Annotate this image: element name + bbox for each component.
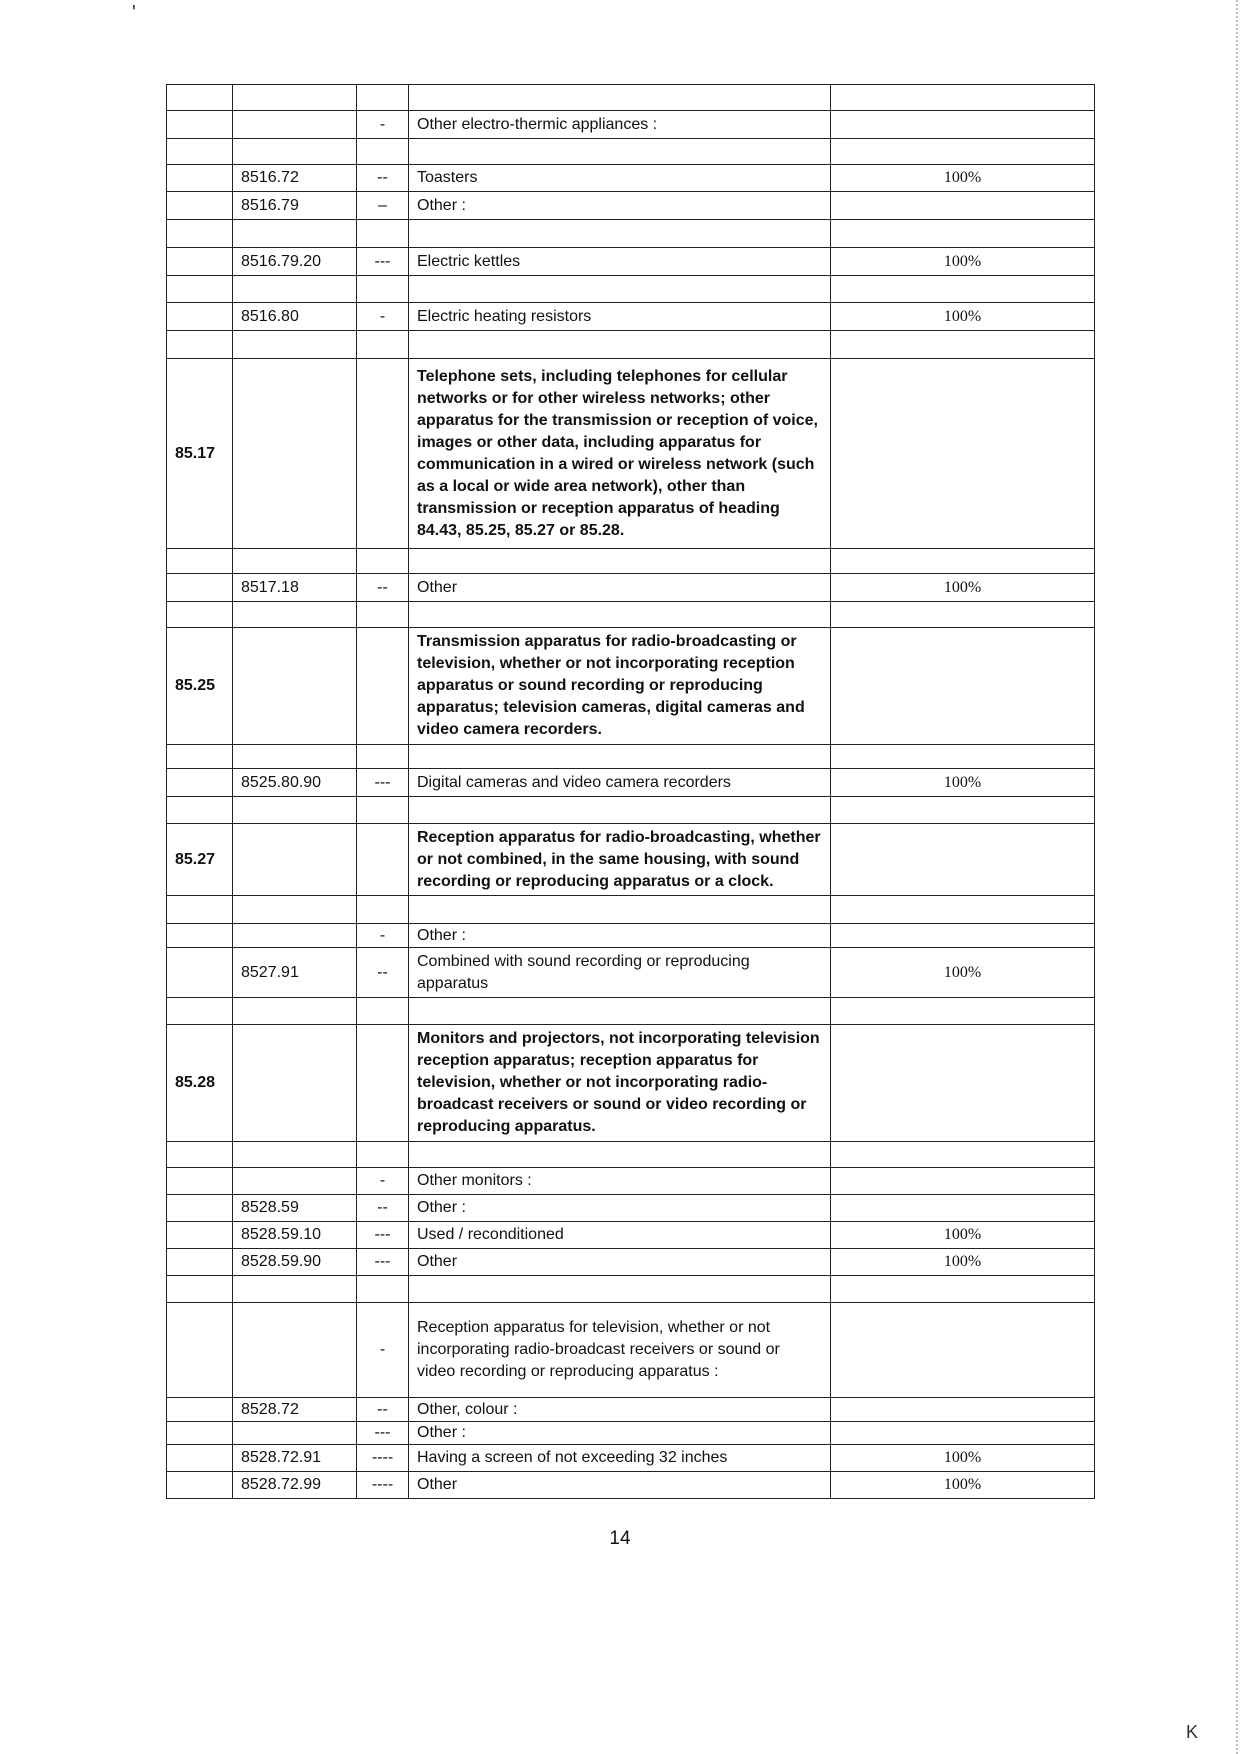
description-cell: Monitors and projectors, not incorporating television reception apparatus; reception apparatus for television, whether or not incorporating radio-broadcast receivers or sound or video recording or reproducing apparatus. bbox=[409, 1025, 831, 1142]
table-row bbox=[167, 824, 1095, 896]
rate-cell bbox=[831, 745, 1095, 769]
code-cell: 8528.72 bbox=[233, 1398, 357, 1422]
description-cell: Toasters bbox=[409, 165, 831, 192]
heading-cell: 85.27 bbox=[167, 824, 233, 896]
description-cell bbox=[409, 549, 831, 574]
rate-cell bbox=[831, 276, 1095, 303]
description-cell bbox=[409, 276, 831, 303]
heading-cell bbox=[167, 165, 233, 192]
dash-cell bbox=[357, 549, 409, 574]
dash-cell: - bbox=[357, 1168, 409, 1195]
spacer-row bbox=[167, 1142, 1095, 1168]
rate-cell: 100% bbox=[831, 303, 1095, 331]
spacer-row bbox=[167, 998, 1095, 1025]
dash-cell bbox=[357, 824, 409, 896]
code-cell: 8528.59 bbox=[233, 1195, 357, 1222]
rate-cell: 100% bbox=[831, 1249, 1095, 1276]
code-cell: 8517.18 bbox=[233, 574, 357, 602]
rate-cell: 100% bbox=[831, 574, 1095, 602]
code-cell bbox=[233, 111, 357, 139]
spacer-row bbox=[167, 797, 1095, 824]
rate-cell bbox=[831, 1025, 1095, 1142]
code-cell: 8516.79 bbox=[233, 192, 357, 220]
description-cell: Having a screen of not exceeding 32 inches bbox=[409, 1445, 831, 1472]
description-cell bbox=[409, 1142, 831, 1168]
heading-cell bbox=[167, 797, 233, 824]
rate-cell bbox=[831, 331, 1095, 359]
dash-cell bbox=[357, 1025, 409, 1142]
dash-cell: ---- bbox=[357, 1472, 409, 1499]
description-cell bbox=[409, 896, 831, 924]
dash-cell bbox=[357, 85, 409, 111]
heading-cell bbox=[167, 1249, 233, 1276]
description-cell bbox=[409, 998, 831, 1025]
dash-cell: -- bbox=[357, 574, 409, 602]
rate-cell bbox=[831, 139, 1095, 165]
tariff-table-body bbox=[167, 85, 1095, 1499]
heading-cell bbox=[167, 1168, 233, 1195]
dash-cell bbox=[357, 139, 409, 165]
table-row bbox=[167, 1422, 1095, 1445]
table-row bbox=[167, 924, 1095, 948]
heading-cell bbox=[167, 1422, 233, 1445]
rate-cell bbox=[831, 1422, 1095, 1445]
rate-cell bbox=[831, 1303, 1095, 1398]
rate-cell bbox=[831, 924, 1095, 948]
heading-cell bbox=[167, 896, 233, 924]
description-cell: Other : bbox=[409, 1422, 831, 1445]
table-row bbox=[167, 1249, 1095, 1276]
code-cell bbox=[233, 1276, 357, 1303]
dash-cell: -- bbox=[357, 948, 409, 998]
rate-cell bbox=[831, 896, 1095, 924]
description-cell: Other monitors : bbox=[409, 1168, 831, 1195]
spacer-row bbox=[167, 139, 1095, 165]
code-cell bbox=[233, 824, 357, 896]
code-cell: 8528.59.90 bbox=[233, 1249, 357, 1276]
table-row bbox=[167, 1025, 1095, 1142]
dash-cell: -- bbox=[357, 1398, 409, 1422]
rate-cell: 100% bbox=[831, 1445, 1095, 1472]
table-row bbox=[167, 192, 1095, 220]
heading-cell bbox=[167, 111, 233, 139]
dash-cell: - bbox=[357, 111, 409, 139]
heading-cell bbox=[167, 948, 233, 998]
dash-cell bbox=[357, 602, 409, 628]
heading-cell bbox=[167, 1445, 233, 1472]
table-row bbox=[167, 359, 1095, 549]
dash-cell: --- bbox=[357, 1249, 409, 1276]
description-cell: Used / reconditioned bbox=[409, 1222, 831, 1249]
table-row bbox=[167, 303, 1095, 331]
table-row bbox=[167, 1472, 1095, 1499]
rate-cell: 100% bbox=[831, 248, 1095, 276]
rate-cell bbox=[831, 1276, 1095, 1303]
code-cell bbox=[233, 1025, 357, 1142]
table-row bbox=[167, 769, 1095, 797]
rate-cell bbox=[831, 111, 1095, 139]
tariff-table bbox=[166, 84, 1095, 1499]
description-cell bbox=[409, 220, 831, 248]
description-cell: Other bbox=[409, 574, 831, 602]
heading-cell bbox=[167, 998, 233, 1025]
description-cell bbox=[409, 85, 831, 111]
table-row bbox=[167, 111, 1095, 139]
dash-cell bbox=[357, 628, 409, 745]
rate-cell bbox=[831, 192, 1095, 220]
rate-cell: 100% bbox=[831, 769, 1095, 797]
dash-cell bbox=[357, 331, 409, 359]
rate-cell bbox=[831, 1195, 1095, 1222]
dash-cell bbox=[357, 745, 409, 769]
rate-cell bbox=[831, 797, 1095, 824]
description-cell: Other : bbox=[409, 924, 831, 948]
dash-cell: - bbox=[357, 924, 409, 948]
dash-cell: --- bbox=[357, 248, 409, 276]
table-row bbox=[167, 948, 1095, 998]
spacer-row bbox=[167, 85, 1095, 111]
code-cell bbox=[233, 998, 357, 1025]
description-cell bbox=[409, 1276, 831, 1303]
description-cell: Other electro-thermic appliances : bbox=[409, 111, 831, 139]
dash-cell: --- bbox=[357, 769, 409, 797]
heading-cell bbox=[167, 276, 233, 303]
code-cell: 8525.80.90 bbox=[233, 769, 357, 797]
spacer-row bbox=[167, 331, 1095, 359]
code-cell bbox=[233, 331, 357, 359]
rate-cell bbox=[831, 998, 1095, 1025]
table-row bbox=[167, 248, 1095, 276]
rate-cell bbox=[831, 85, 1095, 111]
dash-cell bbox=[357, 276, 409, 303]
heading-cell bbox=[167, 303, 233, 331]
code-cell bbox=[233, 628, 357, 745]
description-cell bbox=[409, 331, 831, 359]
heading-cell: 85.17 bbox=[167, 359, 233, 549]
heading-cell bbox=[167, 248, 233, 276]
code-cell bbox=[233, 602, 357, 628]
rate-cell: 100% bbox=[831, 165, 1095, 192]
description-cell: Other : bbox=[409, 192, 831, 220]
code-cell: 8528.59.10 bbox=[233, 1222, 357, 1249]
code-cell: 8528.72.91 bbox=[233, 1445, 357, 1472]
table-row bbox=[167, 574, 1095, 602]
heading-cell bbox=[167, 1276, 233, 1303]
description-cell: Other bbox=[409, 1249, 831, 1276]
heading-cell bbox=[167, 745, 233, 769]
dash-cell bbox=[357, 220, 409, 248]
code-cell: 8528.72.99 bbox=[233, 1472, 357, 1499]
description-cell: Combined with sound recording or reproducing apparatus bbox=[409, 948, 831, 998]
rate-cell bbox=[831, 220, 1095, 248]
dash-cell: - bbox=[357, 303, 409, 331]
code-cell bbox=[233, 220, 357, 248]
heading-cell bbox=[167, 1222, 233, 1249]
description-cell: Telephone sets, including telephones for cellular networks or for other wireless networks; other apparatus for the transmission or reception of voice, images or other data, including apparatus for communication in a wired or wireless network (such as a local or wide area network), other than transmission or reception apparatus of heading 84.43, 85.25, 85.27 or 85.28. bbox=[409, 359, 831, 549]
heading-cell: 85.28 bbox=[167, 1025, 233, 1142]
heading-cell bbox=[167, 1472, 233, 1499]
code-cell bbox=[233, 896, 357, 924]
table-row bbox=[167, 1398, 1095, 1422]
heading-cell bbox=[167, 85, 233, 111]
description-cell bbox=[409, 797, 831, 824]
dash-cell: - bbox=[357, 1303, 409, 1398]
description-cell: Reception apparatus for television, whether or not incorporating radio-broadcast receivers or sound or video recording or reproducing apparatus : bbox=[409, 1303, 831, 1398]
spacer-row bbox=[167, 745, 1095, 769]
table-row bbox=[167, 1445, 1095, 1472]
heading-cell bbox=[167, 1195, 233, 1222]
heading-cell bbox=[167, 331, 233, 359]
dash-cell bbox=[357, 998, 409, 1025]
code-cell bbox=[233, 85, 357, 111]
dash-cell: -- bbox=[357, 165, 409, 192]
dash-cell: -- bbox=[357, 1195, 409, 1222]
corner-mark: K bbox=[1186, 1722, 1199, 1742]
spacer-row bbox=[167, 276, 1095, 303]
description-cell bbox=[409, 602, 831, 628]
heading-cell bbox=[167, 602, 233, 628]
table-row bbox=[167, 1195, 1095, 1222]
description-cell bbox=[409, 745, 831, 769]
description-cell: Reception apparatus for radio-broadcasting, whether or not combined, in the same housing, with sound recording or reproducing apparatus or a clock. bbox=[409, 824, 831, 896]
code-cell bbox=[233, 139, 357, 165]
dash-cell bbox=[357, 896, 409, 924]
heading-cell: 85.25 bbox=[167, 628, 233, 745]
heading-cell bbox=[167, 549, 233, 574]
dash-cell: ---- bbox=[357, 1445, 409, 1472]
heading-cell bbox=[167, 220, 233, 248]
rate-cell bbox=[831, 602, 1095, 628]
code-cell: 8516.80 bbox=[233, 303, 357, 331]
code-cell: 8516.72 bbox=[233, 165, 357, 192]
table-row bbox=[167, 1303, 1095, 1398]
description-cell: Other bbox=[409, 1472, 831, 1499]
rate-cell bbox=[831, 1142, 1095, 1168]
description-cell: Other, colour : bbox=[409, 1398, 831, 1422]
rate-cell bbox=[831, 628, 1095, 745]
spacer-row bbox=[167, 602, 1095, 628]
rate-cell bbox=[831, 1398, 1095, 1422]
dash-cell bbox=[357, 797, 409, 824]
code-cell bbox=[233, 1303, 357, 1398]
dash-cell bbox=[357, 1276, 409, 1303]
code-cell bbox=[233, 1142, 357, 1168]
table-row bbox=[167, 628, 1095, 745]
code-cell bbox=[233, 745, 357, 769]
code-cell: 8516.79.20 bbox=[233, 248, 357, 276]
description-cell: Digital cameras and video camera recorders bbox=[409, 769, 831, 797]
code-cell bbox=[233, 1168, 357, 1195]
table-row bbox=[167, 165, 1095, 192]
table-row bbox=[167, 1222, 1095, 1249]
heading-cell bbox=[167, 192, 233, 220]
scan-speck: ' bbox=[132, 2, 136, 24]
heading-cell bbox=[167, 769, 233, 797]
spacer-row bbox=[167, 549, 1095, 574]
description-cell: Electric heating resistors bbox=[409, 303, 831, 331]
heading-cell bbox=[167, 924, 233, 948]
code-cell: 8527.91 bbox=[233, 948, 357, 998]
rate-cell bbox=[831, 359, 1095, 549]
code-cell bbox=[233, 549, 357, 574]
description-cell: Other : bbox=[409, 1195, 831, 1222]
heading-cell bbox=[167, 1398, 233, 1422]
description-cell: Transmission apparatus for radio-broadcasting or television, whether or not incorporating reception apparatus or sound recording or reproducing apparatus; television cameras, digital cameras and video camera recorders. bbox=[409, 628, 831, 745]
page-number: 14 bbox=[609, 1528, 631, 1549]
scan-edge-line bbox=[1236, 0, 1238, 1754]
code-cell bbox=[233, 276, 357, 303]
code-cell bbox=[233, 1422, 357, 1445]
rate-cell bbox=[831, 1168, 1095, 1195]
rate-cell: 100% bbox=[831, 1472, 1095, 1499]
code-cell bbox=[233, 924, 357, 948]
dash-cell: – bbox=[357, 192, 409, 220]
dash-cell: --- bbox=[357, 1422, 409, 1445]
table-row bbox=[167, 1168, 1095, 1195]
code-cell bbox=[233, 797, 357, 824]
dash-cell bbox=[357, 359, 409, 549]
heading-cell bbox=[167, 1303, 233, 1398]
dash-cell bbox=[357, 1142, 409, 1168]
description-cell bbox=[409, 139, 831, 165]
rate-cell bbox=[831, 824, 1095, 896]
heading-cell bbox=[167, 139, 233, 165]
rate-cell: 100% bbox=[831, 1222, 1095, 1249]
description-cell: Electric kettles bbox=[409, 248, 831, 276]
spacer-row bbox=[167, 1276, 1095, 1303]
rate-cell: 100% bbox=[831, 948, 1095, 998]
spacer-row bbox=[167, 220, 1095, 248]
heading-cell bbox=[167, 574, 233, 602]
spacer-row bbox=[167, 896, 1095, 924]
heading-cell bbox=[167, 1142, 233, 1168]
rate-cell bbox=[831, 549, 1095, 574]
code-cell bbox=[233, 359, 357, 549]
dash-cell: --- bbox=[357, 1222, 409, 1249]
